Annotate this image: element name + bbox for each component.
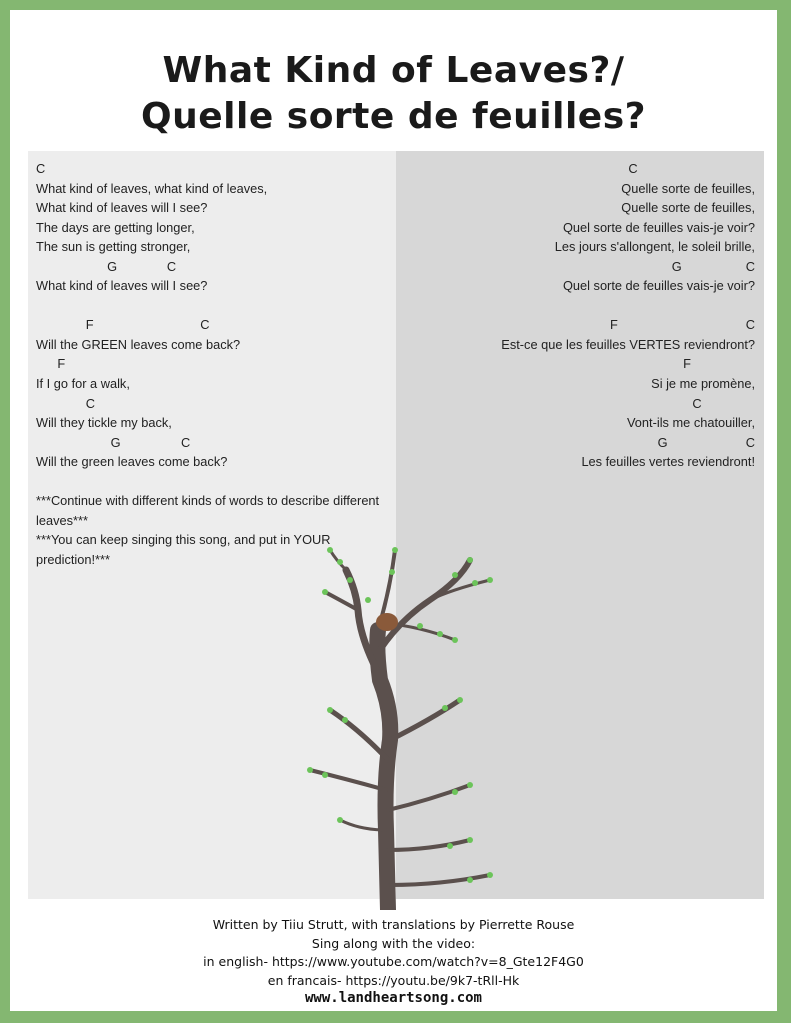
english-video-link[interactable]: in english- https://www.youtube.com/watch?v=8_Gte12F4G0 xyxy=(203,954,584,969)
english-lyrics: C What kind of leaves, what kind of leaves, What kind of leaves will I see? The days are getting longer, The sun is getting stronger, G C What kind of leaves will I see? F C Will the GREEN leaves come back? F If I go for a walk, C Will they tickle my back, G C Will the green leaves come back? xyxy=(36,161,268,470)
nest-icon xyxy=(376,613,398,631)
title-french: Quelle sorte de feuilles? xyxy=(140,96,647,137)
note-prediction: ***You can keep singing this song, and put in YOUR prediction!*** xyxy=(36,532,331,567)
french-lyrics: C Quelle sorte de feuilles, Quelle sorte de feuilles, Quel sorte de feuilles vais-je voir? Les jours s'allongent, le soleil brille, G C Quel sorte de feuilles vais-je voir? F C Est-ce que les feuilles VERTES reviendront? F Si je me promène, C Vont-ils me chatouiller, G C Les feuilles vertes reviendront! xyxy=(501,161,755,470)
note-continue: ***Continue with different kinds of words to describe different leaves*** xyxy=(36,493,380,528)
credit-line: Written by Tiiu Strutt, with translations by Pierrette Rouse xyxy=(212,917,575,932)
credits xyxy=(10,916,777,990)
tree-illustration xyxy=(280,530,520,910)
french-video-link[interactable]: en francais- https://youtu.be/9k7-tRll-Hk xyxy=(267,972,520,988)
song-title xyxy=(10,48,777,140)
sing-along-line: Sing along with the video: xyxy=(311,935,476,951)
website-link[interactable]: www.landheartsong.com xyxy=(304,990,482,1006)
song-sheet xyxy=(10,10,777,1011)
title-english: What Kind of Leaves?/ xyxy=(162,50,625,91)
